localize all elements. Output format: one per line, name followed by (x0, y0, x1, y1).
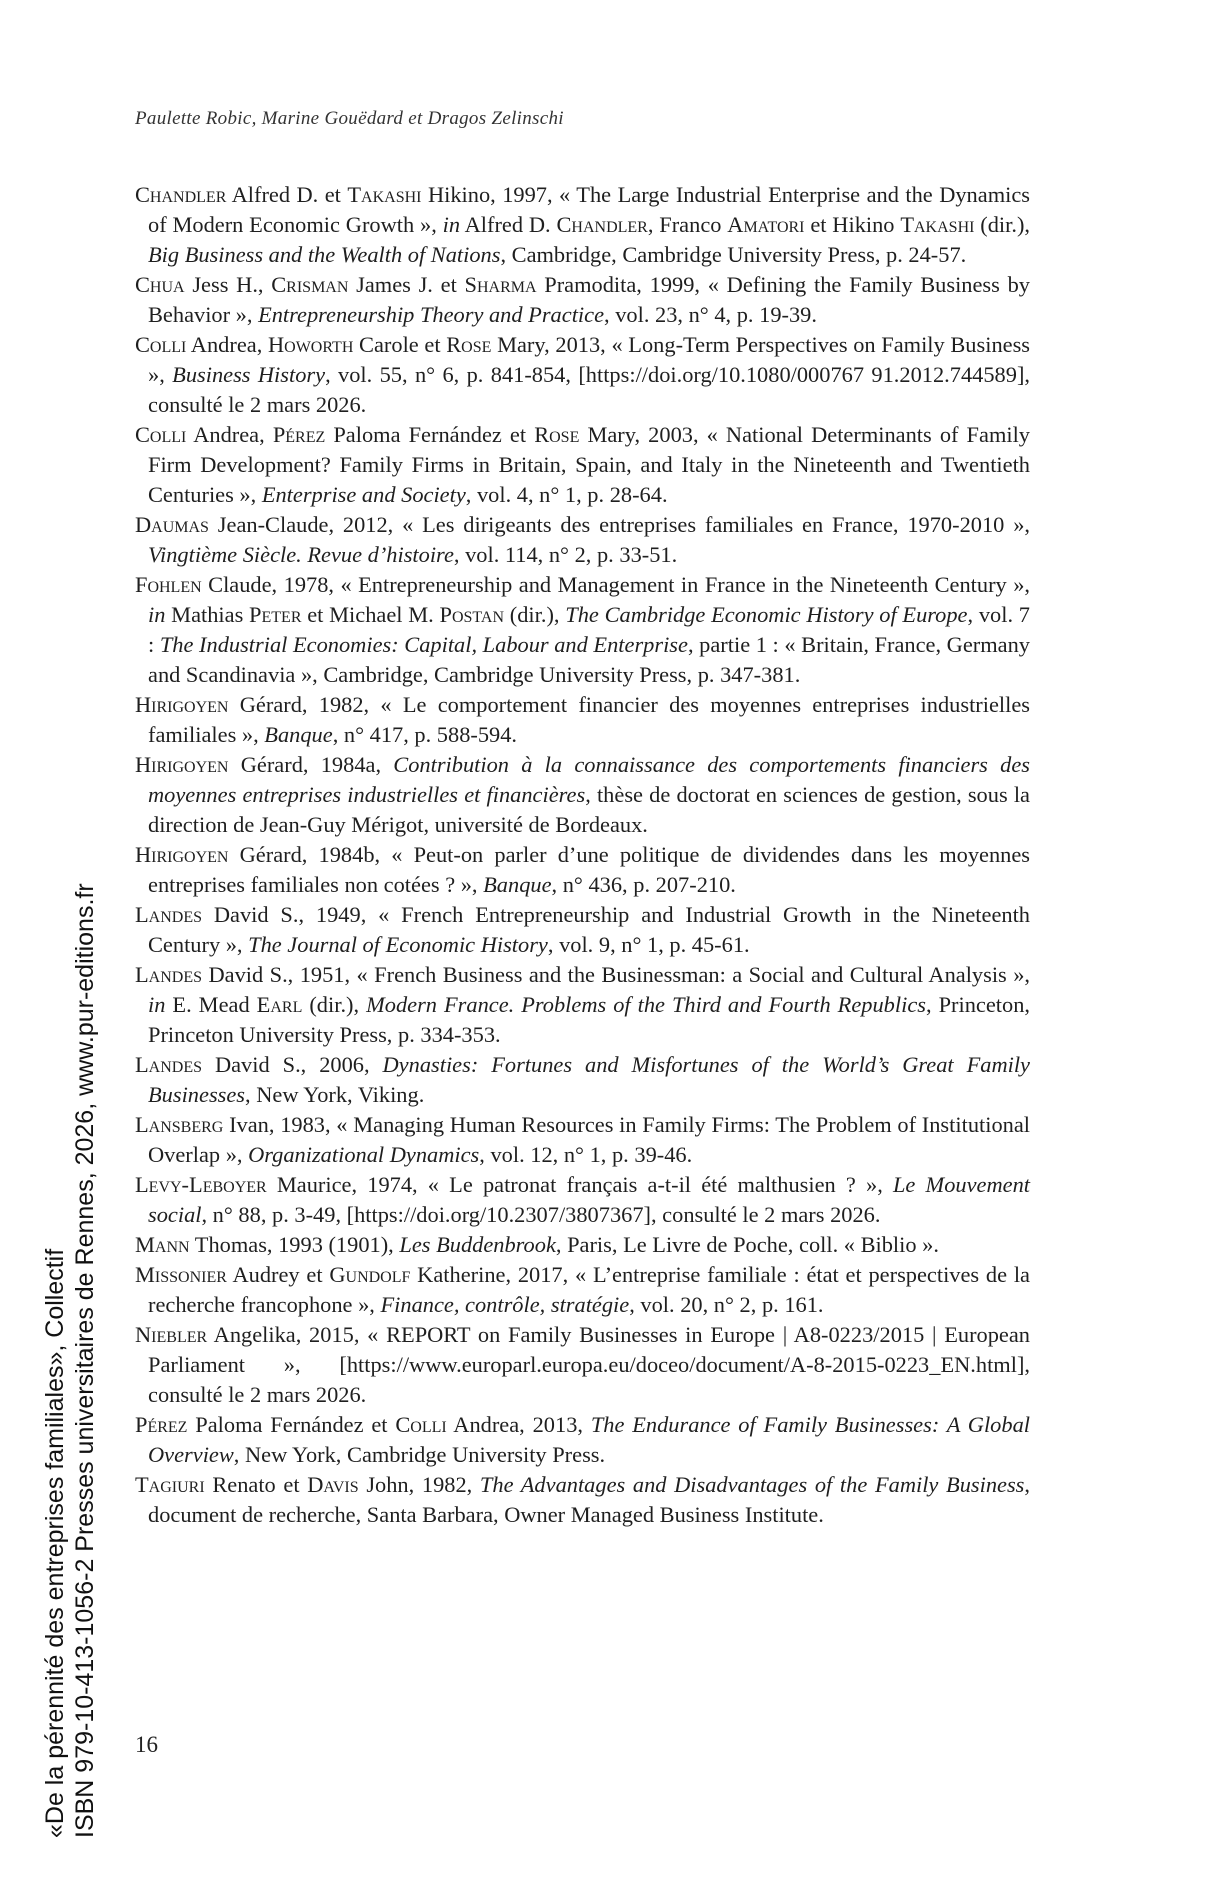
entry-text: , n° 436, p. 207-210. (551, 872, 736, 897)
bibliography-entry (135, 1470, 1030, 1530)
entry-text: , Princeton, Princeton University Press, p. 334-353. (148, 992, 1030, 1047)
entry-text: Alfred D. et (226, 182, 348, 207)
entry-text: E. Mead (165, 992, 257, 1017)
entry-text: Thomas, 1993 (1901), (189, 1232, 400, 1257)
bibliography-entry (135, 1050, 1030, 1110)
page-number: 16 (135, 1732, 158, 1757)
bibliography-entry (135, 900, 1030, 960)
entry-text: Claude, 1978, « Entrepreneurship and Management in France in the Nineteenth Century », (201, 572, 1030, 597)
entry-author: Missonier (135, 1262, 227, 1287)
entry-title: Vingtième Siècle. Revue d’histoire (148, 542, 454, 567)
entry-coauthor: Crisman (271, 272, 349, 297)
entry-title: Dynasties: Fortunes and Misfortunes of the World’s Great Family Businesses (148, 1052, 1030, 1107)
entry-title: The Endurance of Family Businesses: A Global Overview (148, 1412, 1030, 1467)
entry-author: Mann (135, 1232, 190, 1257)
side-note-title: «De la pérennité des entreprises familiales», Collectif (41, 1248, 69, 1838)
bibliography-entry (135, 1320, 1030, 1410)
entry-title: Banque (264, 722, 333, 747)
entry-coauthor: Sharma (464, 272, 537, 297)
entry-text: Gérard, 1984a, (228, 752, 394, 777)
entry-text: Ivan, 1983, « Managing Human Resources in Family Firms: The Problem of Institutional Overlap », (148, 1112, 1030, 1167)
entry-author: Levy-Leboyer (135, 1172, 267, 1197)
entry-author: Fohlen (135, 572, 202, 597)
entry-text: Katherine, 2017, « L’entreprise familiale : état et perspectives de la recherche francophone », (148, 1262, 1030, 1317)
entry-text: Gérard, 1982, « Le comportement financier des moyennes entreprises industrielles familiales », (148, 692, 1030, 747)
entry-text: , document de recherche, Santa Barbara, Owner Managed Business Institute. (148, 1472, 1030, 1527)
entry-coauthor: Earl (256, 992, 303, 1017)
entry-author: Tagiuri (135, 1472, 205, 1497)
entry-text: , vol. 4, n° 1, p. 28-64. (465, 482, 668, 507)
entry-text: Alfred D. (460, 212, 557, 237)
entry-title: Modern France. Problems of the Third and Fourth Republics (366, 992, 926, 1017)
entry-author: Hirigoyen (135, 842, 229, 867)
bibliography-entry (135, 750, 1030, 840)
entry-title: Business History (172, 362, 326, 387)
entry-text: , Franco (647, 212, 728, 237)
entry-title: Big Business and the Wealth of Nations (148, 242, 501, 267)
entry-text: James J. et (348, 272, 465, 297)
entry-text: David S., 2006, (202, 1052, 383, 1077)
entry-text: , New York, Cambridge University Press. (233, 1442, 606, 1467)
bibliography-entry (135, 570, 1030, 690)
bibliography-entry (135, 270, 1030, 330)
bibliography-entry (135, 690, 1030, 750)
entry-text: Andrea, 2013, (446, 1412, 591, 1437)
entry-text: Carole et (353, 332, 447, 357)
entry-title: The Journal of Economic History (248, 932, 548, 957)
entry-coauthor: Howorth (267, 332, 354, 357)
entry-text: Mary, 2013, « Long-Term Perspectives on Family Business », (148, 332, 1030, 387)
entry-title: Les Buddenbrook (399, 1232, 556, 1257)
entry-coauthor: Davis (307, 1472, 359, 1497)
entry-text: Mathias (165, 602, 250, 627)
entry-text: , Cambridge, Cambridge University Press, p. 24-57. (500, 242, 967, 267)
entry-text: (dir.), (504, 602, 566, 627)
entry-author: Colli (135, 422, 187, 447)
entry-text: et Michael M. (301, 602, 440, 627)
entry-title: Le Mouvement social (148, 1172, 1030, 1227)
bibliography-entry (135, 1410, 1030, 1470)
entry-text: , vol. 12, n° 1, p. 39-46. (479, 1142, 693, 1167)
bibliography-list (135, 180, 1030, 1530)
entry-coauthor: Colli (395, 1412, 447, 1437)
entry-title: Banque (483, 872, 552, 897)
bibliography-entry (135, 180, 1030, 270)
entry-coauthor: Peter (249, 602, 302, 627)
entry-text: Jean-Claude, 2012, « Les dirigeants des entreprises familiales en France, 1970-2010 », (208, 512, 1030, 537)
entry-text: John, 1982, (358, 1472, 480, 1497)
entry-text: Paloma Fernández et (325, 422, 535, 447)
entry-text: , New York, Viking. (245, 1082, 425, 1107)
bibliography-entry (135, 510, 1030, 570)
bibliography-entry (135, 330, 1030, 420)
entry-coauthor: Postan (439, 602, 505, 627)
entry-text: Renato et (204, 1472, 308, 1497)
entry-text: Pramodita, 1999, « Defining the Family Business by Behavior », (148, 272, 1030, 327)
entry-title: in (148, 602, 166, 627)
entry-author: Landes (135, 1052, 203, 1077)
entry-title: in (148, 992, 166, 1017)
entry-author: Landes (135, 962, 203, 987)
entry-title: The Industrial Economies: Capital, Labour and Enterprise (159, 632, 688, 657)
entry-title: Enterprise and Society (261, 482, 466, 507)
entry-text: Andrea, (186, 332, 268, 357)
entry-text: Hikino, 1997, « The Large Industrial Enterprise and the Dynamics of Modern Economic Growth », (148, 182, 1030, 237)
bibliography-entry (135, 1110, 1030, 1170)
entry-text: Jess H., (184, 272, 272, 297)
entry-author: Pérez (135, 1412, 188, 1437)
entry-text: David S., 1949, « French Entrepreneurship and Industrial Growth in the Nineteenth Century », (148, 902, 1030, 957)
entry-author: Hirigoyen (135, 692, 229, 717)
entry-coauthor: Takashi (347, 182, 422, 207)
entry-author: Niebler (135, 1322, 208, 1347)
entry-title: in (442, 212, 461, 237)
entry-text: , vol. 114, n° 2, p. 33-51. (453, 542, 678, 567)
entry-title: Entrepreneurship Theory and Practice (258, 302, 605, 327)
entry-text: Audrey et (226, 1262, 330, 1287)
side-copyright-note (40, 838, 100, 1838)
bibliography-entry (135, 1230, 1030, 1260)
entry-coauthor: Rose (446, 332, 492, 357)
entry-title: The Advantages and Disadvantages of the Family Business (479, 1472, 1025, 1497)
running-head: Paulette Robic, Marine Gouëdard et Dragos Zelinschi (135, 108, 564, 129)
entry-coauthor: Rose (534, 422, 580, 447)
entry-text: Mary, 2003, « National Determinants of Family Firm Development? Family Firms in Britain, Spain, and Italy in the Nineteenth and Twentieth Centuries », (148, 422, 1031, 507)
entry-text: , Paris, Le Livre de Poche, coll. « Biblio ». (555, 1232, 939, 1257)
entry-text: , partie 1 : « Britain, France, Germany and Scandinavia », Cambridge, Cambridge University Press, p. 347-381. (148, 632, 1030, 687)
entry-text: Gérard, 1984b, « Peut-on parler d’une politique de dividendes dans les moyennes entreprises familiales non cotées ? », (148, 842, 1030, 897)
entry-text: , vol. 7 : (148, 602, 1030, 657)
entry-text: Paloma Fernández et (187, 1412, 396, 1437)
bibliography-entry (135, 420, 1030, 510)
entry-text: , n° 417, p. 588-594. (332, 722, 518, 747)
entry-coauthor: Takashi (900, 212, 975, 237)
entry-coauthor: Gundolf (329, 1262, 411, 1287)
entry-title: Finance, contrôle, stratégie (380, 1292, 630, 1317)
entry-text: , vol. 23, n° 4, p. 19-39. (604, 302, 817, 327)
entry-text: , vol. 55, n° 6, p. 841-854, [https://doi.org/10.1080/000767 91.2012.744589], consulté le 2 mars 2026. (148, 362, 1030, 417)
entry-author: Chua (135, 272, 185, 297)
entry-text: (dir.), (974, 212, 1031, 237)
entry-author: Daumas (135, 512, 209, 537)
entry-text: Andrea, (186, 422, 273, 447)
entry-text: , vol. 9, n° 1, p. 45-61. (547, 932, 750, 957)
bibliography-entry (135, 960, 1030, 1050)
entry-author: Colli (135, 332, 187, 357)
entry-text: , vol. 20, n° 2, p. 161. (629, 1292, 824, 1317)
entry-text: , n° 88, p. 3-49, [https://doi.org/10.2307/3807367], consulté le 2 mars 2026. (201, 1202, 881, 1227)
entry-title: Contribution à la connaissance des comportements financiers des moyennes entreprises industrielles et financières (148, 752, 1030, 807)
entry-coauthor: Pérez (272, 422, 326, 447)
bibliography-entry (135, 1170, 1030, 1230)
entry-author: Chandler (135, 182, 227, 207)
entry-author: Hirigoyen (135, 752, 229, 777)
bibliography-entry (135, 840, 1030, 900)
entry-coauthor: Chandler (556, 212, 648, 237)
entry-text: , thèse de doctorat en sciences de gestion, sous la direction de Jean-Guy Mérigot, université de Bordeaux. (148, 782, 1030, 837)
entry-title: Organizational Dynamics (248, 1142, 480, 1167)
bibliography-entry (135, 1260, 1030, 1320)
entry-author: Lansberg (135, 1112, 224, 1137)
entry-text: et Hikino (804, 212, 901, 237)
entry-text: Angelika, 2015, « REPORT on Family Businesses in Europe | A8-0223/2015 | European Parliament », [https://www.europarl.europa.eu/doceo/document/A-8-2015-0223_EN.html], consulté le 2 mars 2026. (148, 1322, 1030, 1407)
entry-coauthor: Amatori (727, 212, 805, 237)
entry-text: (dir.), (302, 992, 367, 1017)
entry-author: Landes (135, 902, 203, 927)
entry-title: The Cambridge Economic History of Europe (565, 602, 968, 627)
side-note-isbn: ISBN 979-10-413-1056-2 Presses universitaires de Rennes, 2026, www.pur-editions.fr (71, 883, 99, 1838)
entry-text: David S., 1951, « French Business and the Businessman: a Social and Cultural Analysis », (202, 962, 1030, 987)
entry-text: Maurice, 1974, « Le patronat français a-t-il été malthusien ? », (266, 1172, 893, 1197)
